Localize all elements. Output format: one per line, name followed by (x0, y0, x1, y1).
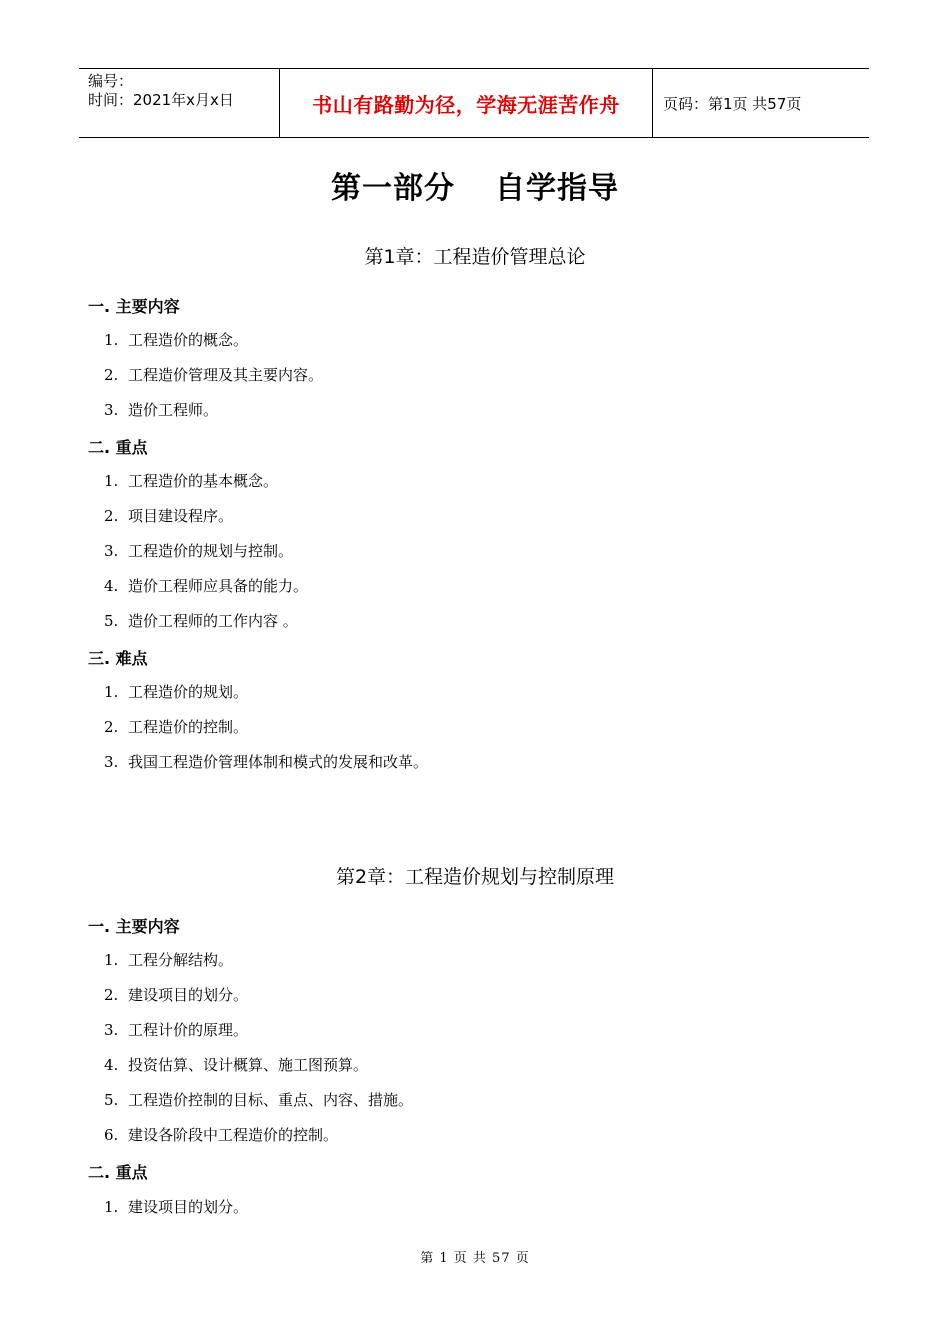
header-meta-cell (79, 69, 280, 137)
motto-text: 书山有路勤为径，学海无涯苦作舟 (312, 92, 620, 117)
title-name: 自学指导 (495, 171, 619, 206)
chapter-heading: 第1章：工程造价管理总论 (364, 246, 586, 268)
list-item: 2. 工程造价管理及其主要内容。 (104, 366, 324, 384)
list-item: 2. 工程造价的控制。 (104, 718, 249, 736)
section-heading: 二. 重点 (88, 1163, 148, 1182)
chapter-heading: 第2章：工程造价规划与控制原理 (335, 866, 615, 888)
list-item: 4. 造价工程师应具备的能力。 (104, 577, 309, 595)
list-item: 1. 建设项目的划分。 (104, 1198, 249, 1216)
list-item: 2. 建设项目的划分。 (104, 986, 249, 1004)
document-title (0, 163, 950, 207)
list-item: 3. 工程计价的原理。 (104, 1021, 249, 1039)
list-item: 1. 工程造价的规划。 (104, 683, 249, 701)
list-item: 4. 投资估算、设计概算、施工图预算。 (104, 1056, 369, 1074)
list-item: 5. 造价工程师的工作内容 。 (104, 612, 298, 630)
header-motto-cell (280, 69, 653, 137)
list-item: 1. 工程造价的基本概念。 (104, 472, 279, 490)
section-heading: 一. 主要内容 (88, 297, 180, 316)
page-header-table (79, 68, 869, 138)
list-item: 3. 造价工程师。 (104, 401, 219, 419)
number-label: 编号： (88, 72, 134, 90)
header-page-info: 页码：第1页 共57页 (663, 94, 802, 113)
list-item: 6. 建设各阶段中工程造价的控制。 (104, 1126, 339, 1144)
page-footer: 第 1 页 共 57 页 (420, 1251, 530, 1266)
list-item: 5. 工程造价控制的目标、重点、内容、措施。 (104, 1091, 414, 1109)
list-item: 3. 我国工程造价管理体制和模式的发展和改革。 (104, 753, 429, 771)
time-label: 时间：2021年x月x日 (88, 91, 234, 109)
list-item: 2. 项目建设程序。 (104, 507, 234, 525)
list-item: 3. 工程造价的规划与控制。 (104, 542, 294, 560)
list-item: 1. 工程分解结构。 (104, 951, 234, 969)
section-heading: 二. 重点 (88, 438, 148, 457)
list-item: 1. 工程造价的概念。 (104, 331, 249, 349)
section-heading: 三. 难点 (88, 649, 148, 668)
section-heading: 一. 主要内容 (88, 917, 180, 936)
title-part: 第一部分 (331, 171, 455, 206)
